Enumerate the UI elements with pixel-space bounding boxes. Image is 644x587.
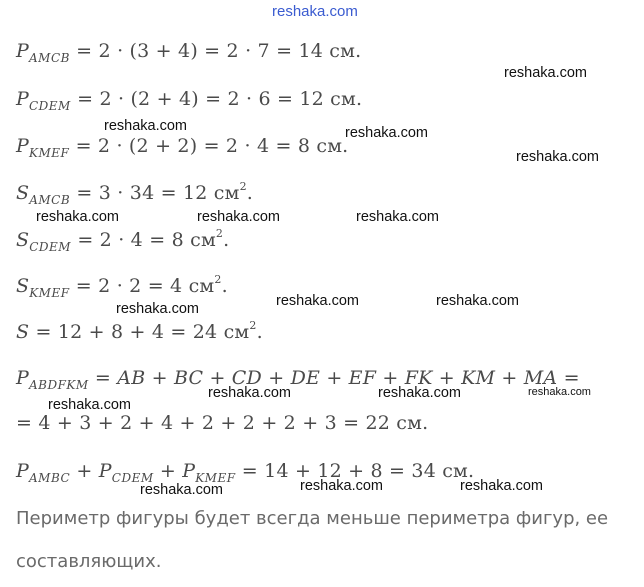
formula-perimeter-amcb — [16, 40, 361, 65]
watermark: reshaka.com — [300, 478, 384, 494]
period: . — [223, 229, 230, 251]
period: . — [221, 275, 228, 297]
superscript: 2 — [215, 227, 224, 240]
formula-area-cdem — [16, 227, 229, 254]
expression: = 12 + 8 + 4 = 24 см — [29, 321, 250, 343]
watermark: reshaka.com — [460, 478, 544, 494]
watermark: reshaka.com — [345, 125, 429, 141]
subscript: AMBC — [28, 471, 71, 485]
symbol: S — [16, 182, 30, 204]
watermark: reshaka.com — [378, 385, 462, 401]
watermark: reshaka.com — [48, 397, 132, 413]
symbol: S — [16, 229, 30, 251]
symbol: P — [16, 40, 29, 62]
watermark: reshaka.com — [528, 386, 591, 398]
watermark: reshaka.com — [436, 293, 520, 309]
conclusion-line-2: составляющих. — [16, 551, 162, 572]
formula-perimeter-sum-parts — [16, 460, 474, 485]
symbol: S — [16, 275, 30, 297]
conclusion-line-1: Периметр фигуры будет всегда меньше периметра фигур, ее — [16, 508, 609, 529]
watermark: reshaka.com — [356, 209, 440, 225]
formula-perimeter-sum-values — [16, 412, 428, 434]
watermark: reshaka.com — [504, 65, 588, 81]
period: . — [256, 321, 263, 343]
subscript: KMEF — [195, 471, 236, 485]
subscript: AMCB — [28, 51, 70, 65]
watermark: reshaka.com — [516, 149, 600, 165]
expression: = 2 · (3 + 4) = 2 · 7 = 14 см. — [69, 40, 362, 62]
expression: = 2 · (2 + 4) = 2 · 6 = 12 см. — [70, 88, 363, 110]
symbol: P — [16, 460, 29, 482]
superscript: 2 — [214, 273, 222, 286]
symbol: S — [16, 321, 30, 343]
subscript: CDEM — [28, 99, 71, 113]
watermark: reshaka.com — [104, 118, 188, 134]
superscript: 2 — [249, 319, 257, 332]
expression: = 2 · (2 + 2) = 2 · 4 = 8 см. — [69, 135, 349, 157]
symbol: P — [16, 135, 29, 157]
formula-perimeter-kmef — [16, 135, 348, 160]
subscript: ABDFKM — [28, 378, 89, 392]
formula-perimeter-abdfkm — [16, 367, 580, 392]
expression: = 2 · 4 = 8 см — [71, 229, 216, 251]
subscript: AMCB — [29, 193, 71, 207]
expression: = 14 + 12 + 8 = 34 см. — [235, 460, 475, 482]
watermark: reshaka.com — [36, 209, 120, 225]
subscript: KMEF — [28, 146, 70, 160]
period: . — [246, 182, 254, 204]
expression: = 2 · 2 = 4 см — [69, 275, 215, 297]
watermark: reshaka.com — [197, 209, 281, 225]
symbol: + P — [153, 460, 196, 482]
expression: = 3 · 34 = 12 см — [70, 182, 240, 204]
watermark: reshaka.com — [116, 301, 200, 317]
watermark: reshaka.com — [140, 482, 224, 498]
symbol: P — [16, 367, 29, 389]
watermark: reshaka.com — [276, 293, 360, 309]
subscript: KMEF — [29, 286, 70, 300]
formula-area-total — [16, 319, 263, 343]
expression: = 4 + 3 + 2 + 4 + 2 + 2 + 2 + 3 = 22 см. — [16, 412, 429, 434]
formula-area-kmef — [16, 273, 228, 300]
subscript: CDEM — [29, 240, 72, 254]
superscript: 2 — [239, 180, 247, 193]
formula-area-amcb — [16, 180, 253, 207]
symbol: + P — [70, 460, 112, 482]
expression: = AB + BC + CD + DE + EF + FK + KM + MA = — [88, 367, 580, 389]
formula-perimeter-cdem — [16, 88, 362, 113]
symbol: P — [16, 88, 29, 110]
subscript: CDEM — [111, 471, 154, 485]
watermark: reshaka.com — [208, 385, 292, 401]
watermark-top: reshaka.com — [272, 3, 358, 20]
